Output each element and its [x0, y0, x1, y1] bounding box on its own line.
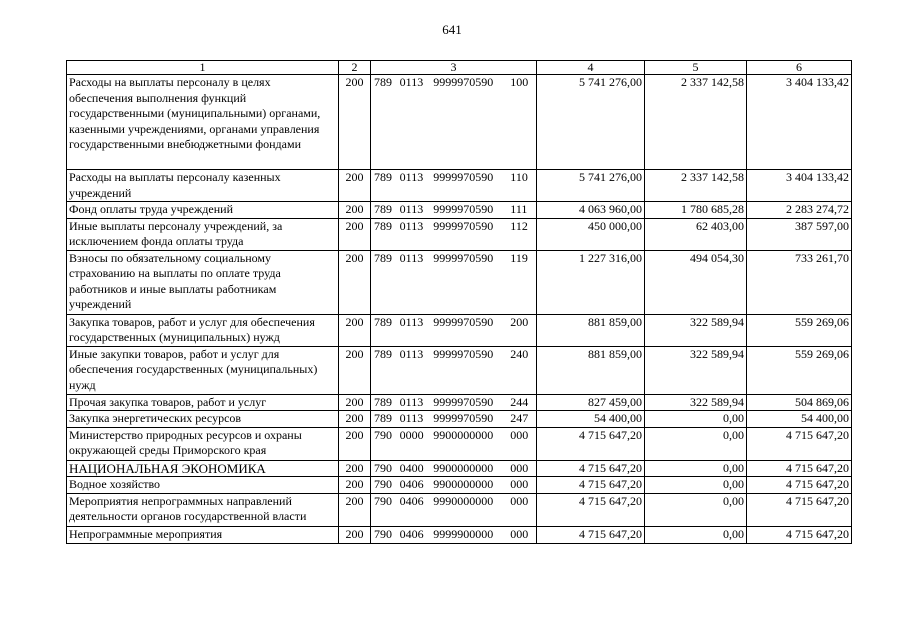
- page-number: 641: [442, 22, 462, 37]
- expense-type-code: 000: [510, 460, 529, 475]
- expense-type-code: 119: [510, 250, 528, 265]
- ministry-code: 789: [374, 346, 392, 361]
- target-code: 9999970590: [433, 202, 494, 216]
- ministry-code: 789: [374, 202, 392, 216]
- ministry-code: 790: [374, 526, 392, 541]
- expense-type-code: 000: [510, 526, 529, 541]
- target-code: 9900000000: [433, 427, 494, 442]
- row-value-5: 0,00: [645, 427, 747, 460]
- table-row: [67, 202, 852, 219]
- table-row: [67, 394, 852, 411]
- ministry-code: 789: [374, 170, 392, 184]
- row-code-2: 200: [339, 394, 371, 411]
- row-name: Водное хозяйство: [67, 477, 339, 494]
- row-value-5: 0,00: [645, 493, 747, 526]
- row-name: Непрограммные мероприятия: [67, 526, 339, 543]
- section-code: 0113: [399, 202, 424, 216]
- row-name: Расходы на выплаты персоналу в целях обеспечения выполнения функций государственными (муниципальными) органами, казенными учреждениями, органами управления государственными внебюджетными фондами: [67, 75, 339, 170]
- row-value-6: 4 715 647,20: [747, 460, 852, 477]
- row-classification: [371, 477, 537, 494]
- row-code-2: 200: [339, 346, 371, 394]
- row-value-4: 4 063 960,00: [537, 202, 645, 219]
- row-name: Прочая закупка товаров, работ и услуг: [67, 394, 339, 411]
- row-value-4: 4 715 647,20: [537, 460, 645, 477]
- row-code-2: 200: [339, 202, 371, 219]
- table-row: [67, 250, 852, 314]
- table-row: [67, 460, 852, 477]
- section-code: 0113: [399, 250, 424, 265]
- row-value-6: 4 715 647,20: [747, 493, 852, 526]
- section-code: 0113: [399, 394, 424, 409]
- row-code-2: 200: [339, 427, 371, 460]
- section-code: 0113: [399, 170, 424, 184]
- row-name: Закупка товаров, работ и услуг для обеспечения государственных (муниципальных) нужд: [67, 314, 339, 346]
- row-value-6: 3 404 133,42: [747, 75, 852, 170]
- row-code-2: 200: [339, 493, 371, 526]
- expense-type-code: 111: [510, 202, 528, 216]
- row-value-6: 3 404 133,42: [747, 170, 852, 202]
- row-name: Министерство природных ресурсов и охраны окружающей среды Приморского края: [67, 427, 339, 460]
- row-classification: [371, 75, 537, 170]
- row-name: Расходы на выплаты персоналу казенных учреждений: [67, 170, 339, 202]
- row-value-5: 1 780 685,28: [645, 202, 747, 219]
- row-value-6: 504 869,06: [747, 394, 852, 411]
- row-value-5: 494 054,30: [645, 250, 747, 314]
- expense-type-code: 200: [510, 314, 529, 329]
- target-code: 9999970590: [433, 218, 494, 233]
- row-code-2: 200: [339, 218, 371, 250]
- section-code: 0113: [399, 411, 424, 425]
- table-row: [67, 75, 852, 170]
- table-row: [67, 314, 852, 346]
- row-value-6: 4 715 647,20: [747, 427, 852, 460]
- row-value-4: 4 715 647,20: [537, 493, 645, 526]
- column-header: 5: [645, 61, 747, 75]
- row-value-4: 4 715 647,20: [537, 427, 645, 460]
- target-code: 9999900000: [433, 526, 494, 541]
- target-code: 9999970590: [433, 411, 494, 425]
- target-code: 9900000000: [433, 460, 494, 475]
- row-classification: [371, 460, 537, 477]
- expense-type-code: 247: [510, 411, 529, 425]
- section-code: 0000: [399, 427, 424, 442]
- expense-type-code: 000: [510, 493, 529, 508]
- ministry-code: 790: [374, 493, 392, 508]
- expense-type-code: 112: [510, 218, 528, 233]
- target-code: 9999970590: [433, 346, 494, 361]
- row-value-4: 827 459,00: [537, 394, 645, 411]
- row-name: НАЦИОНАЛЬНАЯ ЭКОНОМИКА: [67, 460, 339, 477]
- column-header: 1: [67, 61, 339, 75]
- row-code-2: 200: [339, 314, 371, 346]
- table-row: [67, 427, 852, 460]
- target-code: 9990000000: [433, 493, 494, 508]
- section-code: 0406: [399, 493, 424, 508]
- row-value-5: 322 589,94: [645, 394, 747, 411]
- table-row: [67, 477, 852, 494]
- column-header: 3: [371, 61, 537, 75]
- row-name: Иные закупки товаров, работ и услуг для обеспечения государственных (муниципальных) нужд: [67, 346, 339, 394]
- row-classification: [371, 526, 537, 543]
- row-value-4: 1 227 316,00: [537, 250, 645, 314]
- header-row: [67, 61, 852, 75]
- row-value-4: 5 741 276,00: [537, 75, 645, 170]
- row-classification: [371, 250, 537, 314]
- section-code: 0400: [399, 460, 424, 475]
- target-code: 9999970590: [433, 75, 494, 89]
- row-value-5: 0,00: [645, 477, 747, 494]
- row-value-6: 4 715 647,20: [747, 526, 852, 543]
- ministry-code: 789: [374, 75, 392, 89]
- row-name: Закупка энергетических ресурсов: [67, 411, 339, 428]
- row-classification: [371, 314, 537, 346]
- table-row: [67, 218, 852, 250]
- ministry-code: 789: [374, 250, 392, 265]
- row-code-2: 200: [339, 526, 371, 543]
- column-header: 2: [339, 61, 371, 75]
- row-value-4: 4 715 647,20: [537, 477, 645, 494]
- row-value-5: 322 589,94: [645, 346, 747, 394]
- section-code: 0406: [399, 526, 424, 541]
- row-classification: [371, 202, 537, 219]
- row-classification: [371, 493, 537, 526]
- expense-type-code: 244: [510, 394, 529, 409]
- row-code-2: 200: [339, 170, 371, 202]
- expense-type-code: 000: [510, 427, 529, 442]
- row-classification: [371, 218, 537, 250]
- target-code: 9999970590: [433, 314, 494, 329]
- row-name: Мероприятия непрограммных направлений деятельности органов государственной власти: [67, 493, 339, 526]
- ministry-code: 789: [374, 411, 392, 425]
- row-value-4: 881 859,00: [537, 314, 645, 346]
- expense-type-code: 000: [510, 477, 529, 491]
- expense-type-code: 110: [510, 170, 528, 184]
- table-row: [67, 346, 852, 394]
- row-classification: [371, 427, 537, 460]
- row-value-6: 2 283 274,72: [747, 202, 852, 219]
- table-row: [67, 493, 852, 526]
- row-value-5: 2 337 142,58: [645, 75, 747, 170]
- section-code: 0113: [399, 314, 424, 329]
- row-value-5: 2 337 142,58: [645, 170, 747, 202]
- row-name: Взносы по обязательному социальному страхованию на выплаты по оплате труда работников и иные выплаты работникам учреждений: [67, 250, 339, 314]
- row-value-4: 5 741 276,00: [537, 170, 645, 202]
- row-value-6: 559 269,06: [747, 314, 852, 346]
- row-value-5: 62 403,00: [645, 218, 747, 250]
- section-code: 0113: [399, 346, 424, 361]
- row-value-5: 322 589,94: [645, 314, 747, 346]
- row-name: Иные выплаты персоналу учреждений, за исключением фонда оплаты труда: [67, 218, 339, 250]
- row-value-6: 54 400,00: [747, 411, 852, 428]
- row-value-4: 450 000,00: [537, 218, 645, 250]
- row-name: Фонд оплаты труда учреждений: [67, 202, 339, 219]
- expense-type-code: 100: [510, 75, 529, 89]
- row-value-5: 0,00: [645, 411, 747, 428]
- row-value-4: 881 859,00: [537, 346, 645, 394]
- row-value-6: 4 715 647,20: [747, 477, 852, 494]
- ministry-code: 790: [374, 477, 392, 491]
- row-value-5: 0,00: [645, 460, 747, 477]
- row-value-6: 559 269,06: [747, 346, 852, 394]
- row-value-4: 54 400,00: [537, 411, 645, 428]
- ministry-code: 790: [374, 427, 392, 442]
- ministry-code: 790: [374, 460, 392, 475]
- ministry-code: 789: [374, 314, 392, 329]
- target-code: 9900000000: [433, 477, 494, 491]
- row-code-2: 200: [339, 75, 371, 170]
- column-header: 6: [747, 61, 852, 75]
- section-code: 0113: [399, 75, 424, 89]
- section-code: 0406: [399, 477, 424, 491]
- table-row: [67, 411, 852, 428]
- row-code-2: 200: [339, 460, 371, 477]
- row-classification: [371, 170, 537, 202]
- row-code-2: 200: [339, 250, 371, 314]
- budget-table: [66, 60, 852, 544]
- row-classification: [371, 346, 537, 394]
- row-code-2: 200: [339, 477, 371, 494]
- target-code: 9999970590: [433, 394, 494, 409]
- expense-type-code: 240: [510, 346, 529, 361]
- ministry-code: 789: [374, 394, 392, 409]
- target-code: 9999970590: [433, 250, 494, 265]
- row-classification: [371, 394, 537, 411]
- section-code: 0113: [399, 218, 424, 233]
- row-value-6: 387 597,00: [747, 218, 852, 250]
- row-code-2: 200: [339, 411, 371, 428]
- row-value-4: 4 715 647,20: [537, 526, 645, 543]
- table-row: [67, 170, 852, 202]
- row-value-5: 0,00: [645, 526, 747, 543]
- target-code: 9999970590: [433, 170, 494, 184]
- table-row: [67, 526, 852, 543]
- row-value-6: 733 261,70: [747, 250, 852, 314]
- row-classification: [371, 411, 537, 428]
- ministry-code: 789: [374, 218, 392, 233]
- column-header: 4: [537, 61, 645, 75]
